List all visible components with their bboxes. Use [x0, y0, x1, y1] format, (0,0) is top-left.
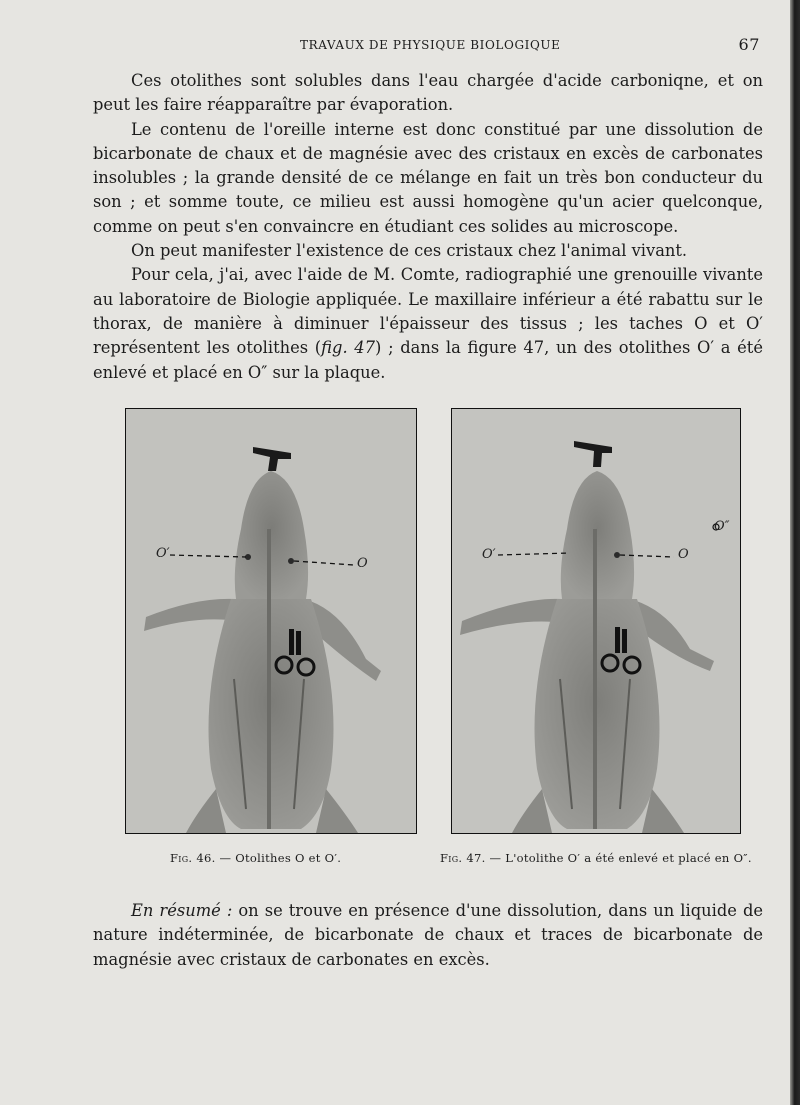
figure-46-caption	[170, 851, 341, 865]
page-edge	[790, 0, 800, 1105]
summary-paragraph	[93, 899, 763, 972]
paragraph-text: ) ; dans la figure 47, un des otolithes O′ a été enlevé et placé en O″ sur la plaque.	[93, 338, 763, 382]
figure-number: Fig. 47.	[440, 851, 486, 865]
summary-lead: En résumé :	[131, 901, 233, 920]
paragraph: On peut manifester l'existence de ces cristaux chez l'animal vivant.	[131, 241, 688, 261]
caption-text: — Otolithes O et O′.	[219, 851, 342, 865]
caption-text: — L'otolithe O′ a été enlevé et placé en O″.	[489, 851, 752, 865]
paragraph: Ces otolithes sont solubles dans l'eau chargée d'acide carboniqne, et on peut les faire réapparaître par évaporation.	[93, 71, 763, 115]
figure-46-radiograph	[125, 408, 417, 834]
otolith-label-o-prime: O′	[482, 547, 496, 562]
body-text	[93, 69, 763, 385]
otolith-label-o: O	[357, 556, 368, 571]
figure-reference: fig. 47	[321, 338, 376, 358]
figure-number: Fig. 46.	[170, 851, 216, 865]
paragraph-text: Pour cela, j'ai, avec l'aide de M. Comte, radiographié une grenouille vivante au laboratoire de Biologie appliquée. Le maxillaire inférieur a été rabattu sur le thorax, de manière à diminuer l'épaisseur des tissus ; les taches O et O′ représentent les otolithes (	[93, 265, 763, 358]
otolith-label-o-double-prime: O″	[714, 519, 730, 534]
running-title: TRAVAUX DE PHYSIQUE BIOLOGIQUE	[300, 38, 561, 52]
paragraph: Le contenu de l'oreille interne est donc constitué par une dissolution de bicarbonate de chaux et de magnésie avec des cristaux en excès de carbonates insolubles ; la grande densité de ce mélange en fait un très bon conducteur du son ; et somme toute, ce milieu est aussi homogène qu'un acier quelconque, comme on peut s'en convaincre en étudiant ces solides au microscope.	[93, 119, 763, 236]
figure-47-caption	[440, 851, 752, 865]
figure-47-radiograph	[451, 408, 741, 834]
summary-text: on se trouve en présence d'une dissolution, dans un liquide de nature indéterminée, de bicarbonate de chaux et traces de bicarbonate de magnésie avec cristaux de carbonates en excès.	[93, 901, 764, 969]
paragraph	[93, 263, 763, 384]
page-number: 67	[738, 35, 760, 54]
otolith-label-o: O	[678, 547, 689, 562]
paragraph	[93, 899, 763, 972]
frog-radiograph	[452, 409, 740, 833]
otolith-label-o-prime: O′	[156, 546, 170, 561]
frog-radiograph	[126, 409, 416, 833]
